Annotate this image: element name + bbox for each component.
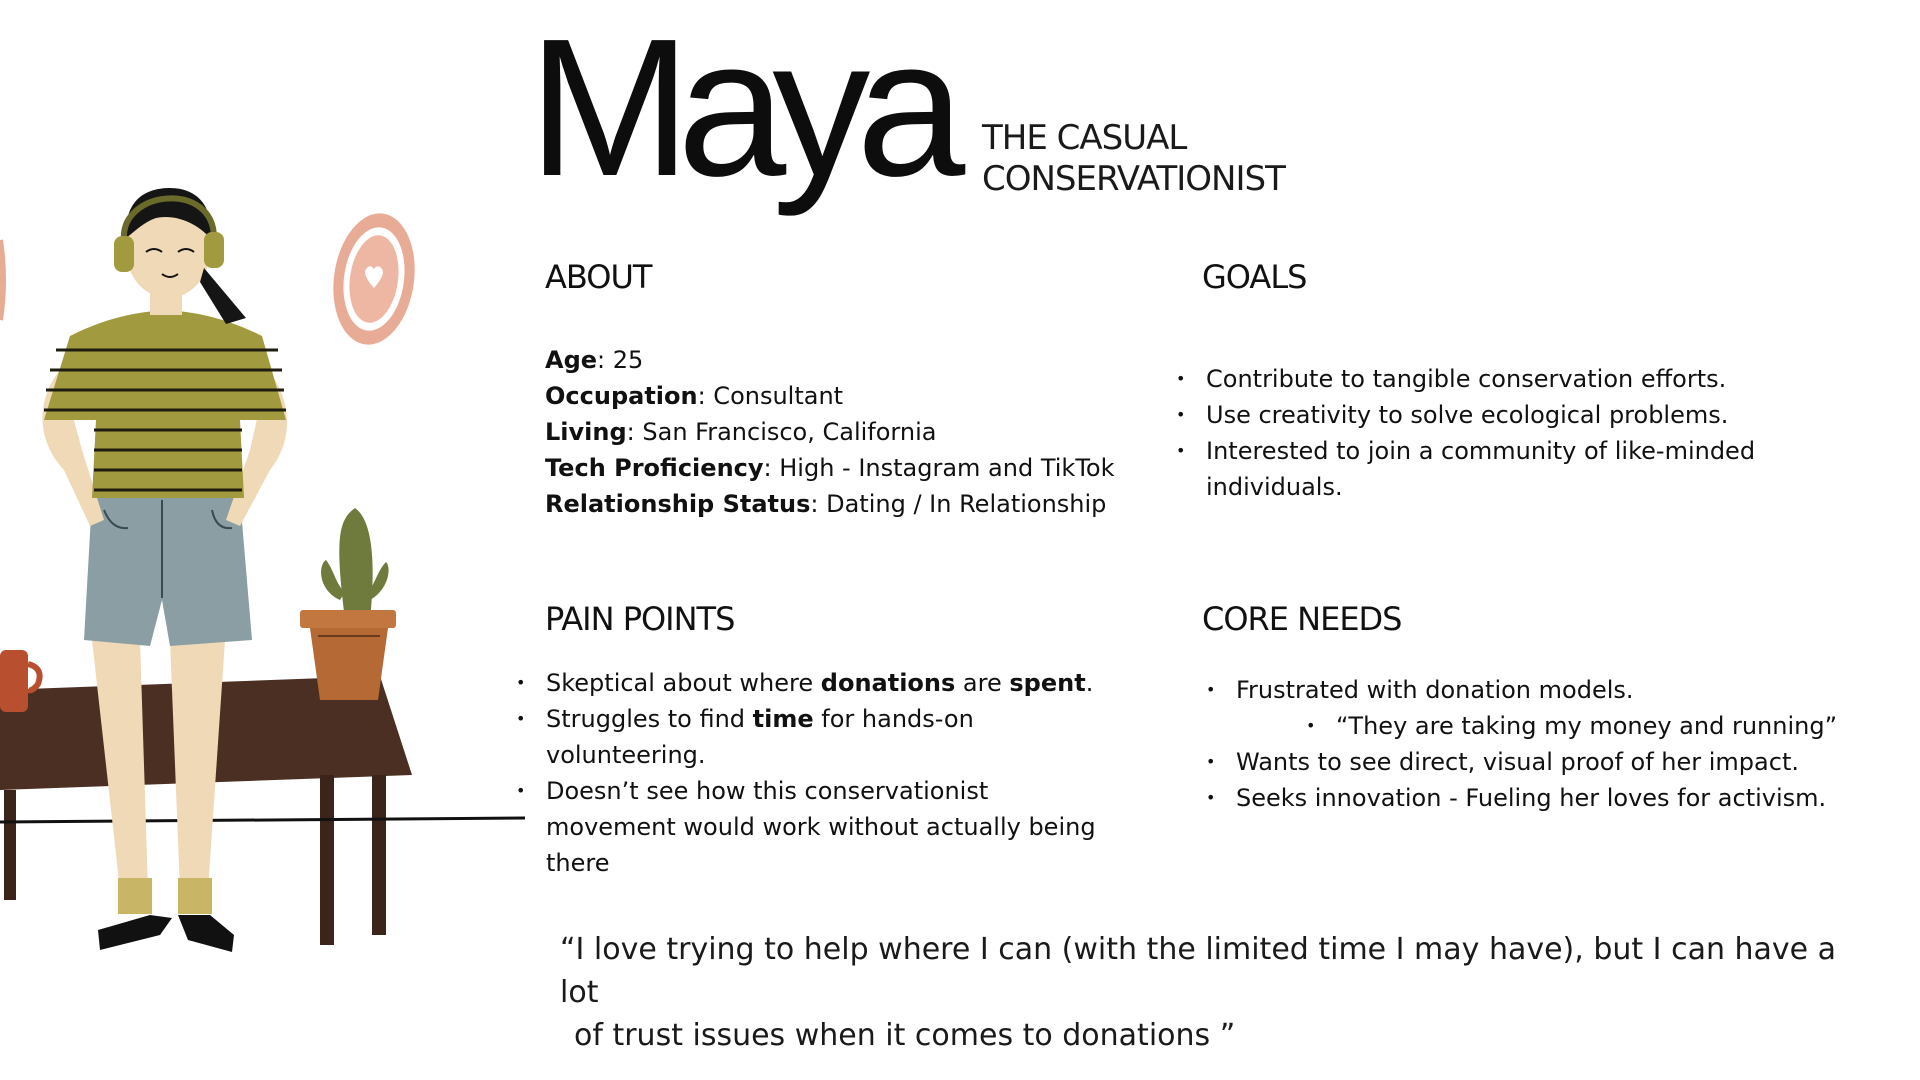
core-needs-list [1206, 672, 1886, 816]
about-item-occupation: Occupation: Consultant [545, 382, 844, 410]
list-item: • Struggles to find time for hands-on volunteering. [516, 701, 1106, 773]
persona-illustration [0, 0, 540, 1080]
pain-points-list [516, 665, 1106, 881]
persona-name: Maya [528, 0, 952, 217]
list-item: • Frustrated with donation models. [1206, 672, 1886, 708]
list-item: • Doesn’t see how this conservationist movement would work without actually being there [516, 773, 1106, 881]
persona-subtitle-line1: THE CASUAL [982, 118, 1187, 158]
list-item: • Skeptical about where donations are spent. [516, 665, 1106, 701]
persona-quote [560, 928, 1880, 1057]
about-item-relationship: Relationship Status: Dating / In Relationship [545, 490, 1107, 518]
about-heading: ABOUT [545, 258, 652, 296]
list-item: • Seeks innovation - Fueling her loves for activism. [1206, 780, 1886, 816]
persona-subtitle [982, 118, 1285, 200]
person-figure [42, 188, 287, 952]
cactus-icon [300, 508, 396, 700]
list-item: • Contribute to tangible conservation efforts. [1176, 361, 1776, 397]
list-item: • Interested to join a community of like-minded individuals. [1176, 433, 1776, 505]
goals-list [1176, 361, 1776, 505]
persona-subtitle-line2: CONSERVATIONIST [982, 159, 1285, 199]
quote-line2: of trust issues when it comes to donations ” [574, 1018, 1236, 1053]
goals-heading: GOALS [1202, 258, 1307, 296]
table [0, 676, 525, 945]
list-item: • “They are taking my money and running” [1206, 708, 1886, 744]
pain-points-heading: PAIN POINTS [545, 600, 735, 638]
about-item-age: Age: 25 [545, 346, 644, 374]
heart-frame-icon [325, 208, 423, 350]
about-item-living: Living: San Francisco, California [545, 418, 937, 446]
about-item-tech: Tech Proficiency: High - Instagram and TikTok [545, 454, 1115, 482]
quote-line1: “I love trying to help where I can (with the limited time I may have), but I can have a lot [560, 932, 1837, 1010]
core-needs-heading: CORE NEEDS [1202, 600, 1402, 638]
about-list [545, 342, 1114, 522]
list-item: • Use creativity to solve ecological problems. [1176, 397, 1776, 433]
list-item: • Wants to see direct, visual proof of her impact. [1206, 744, 1886, 780]
